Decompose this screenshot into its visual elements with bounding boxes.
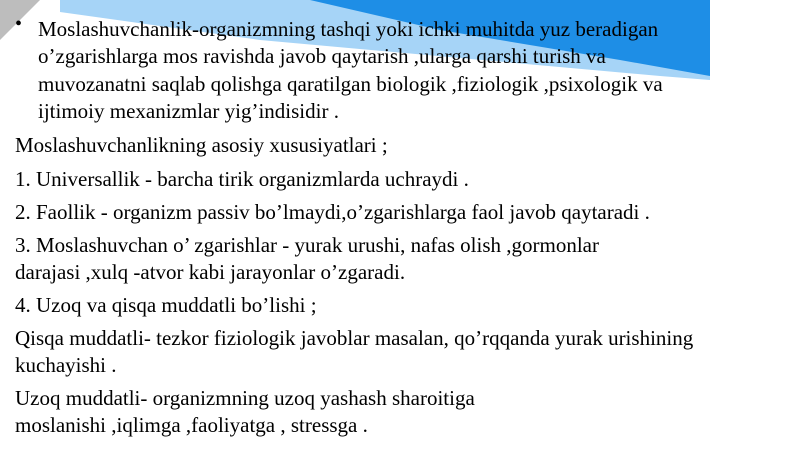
short-term-line-1: Qisqa muddatli- tezkor fiziologik javoblar masalan, qo’rqqanda yurak urishining xyxy=(15,326,694,350)
bullet-marker: • xyxy=(15,13,23,35)
definition-line-3: muvozanatni saqlab qolishga qaratilgan biologik ,fiziologik ,psixologik va xyxy=(38,72,663,96)
property-item-3-line-2: darajasi ,xulq -atvor kabi jarayonlar o’zgaradi. xyxy=(15,260,406,284)
property-item-3-line-1: 3. Moslashuvchan o’ zgarishlar - yurak urushi, nafas olish ,gormonlar xyxy=(15,233,599,257)
long-term-line-2: moslanishi ,iqlimga ,faoliyatga , stressga . xyxy=(15,413,368,437)
short-term-line-2: kuchayishi . xyxy=(15,353,117,377)
properties-heading: Moslashuvchanlikning asosiy xususiyatlari ; xyxy=(15,133,388,157)
property-item-1: 1. Universallik - barcha tirik organizmlarda uchraydi . xyxy=(15,167,469,191)
long-term-line-1: Uzoq muddatli- organizmning uzoq yashash sharoitiga xyxy=(15,386,475,410)
property-item-4: 4. Uzoq va qisqa muddatli bo’lishi ; xyxy=(15,293,317,317)
definition-line-1: Moslashuvchanlik-organizmning tashqi yoki ichki muhitda yuz beradigan xyxy=(38,17,659,41)
definition-line-2: o’zgarishlarga mos ravishda javob qaytarish ,ularga qarshi turish va xyxy=(38,44,606,68)
property-item-2: 2. Faollik - organizm passiv bo’lmaydi,o’zgarishlarga faol javob qaytaradi . xyxy=(15,200,650,224)
definition-line-4: ijtimoiy mexanizmlar yig’indisidir . xyxy=(38,99,339,123)
